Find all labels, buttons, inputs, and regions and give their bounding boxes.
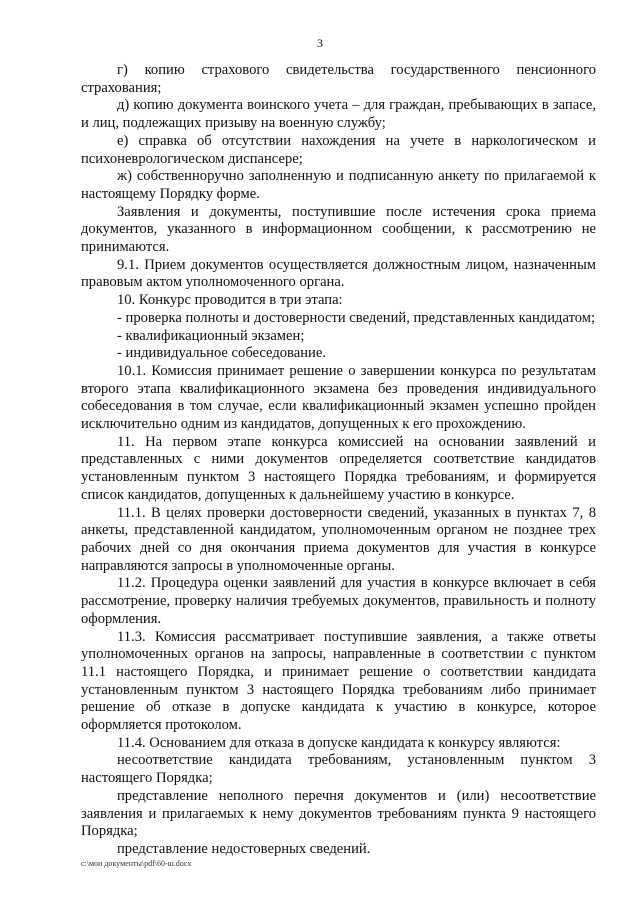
- paragraph: 10.1. Комиссия принимает решение о завершении конкурса по результатам второго этапа квалификационного экзамена без проведения индивидуального собеседования в том случае, если квалификационный экзамен успешно пройден исключительно одним из кандидатов, допущенных к его прохождению.: [81, 362, 596, 433]
- paragraph: 11. На первом этапе конкурса комиссией на основании заявлений и представленных с ними документов определяется соответствие кандидатов установленным пунктом 3 настоящего Порядка требованиям, и формируется список кандидатов, допущенных к дальнейшему участию в конкурсе.: [81, 433, 596, 503]
- paragraph: представление неполного перечня документов и (или) несоответствие заявления и прилагаемых к нему документов требованиям пункта 9 настоящего Порядка;: [81, 787, 596, 840]
- paragraph: представление недостоверных сведений.: [117, 840, 371, 857]
- paragraph: 10. Конкурс проводится в три этапа:: [117, 292, 343, 309]
- paragraph: 11.1. В целях проверки достоверности сведений, указанных в пунктах 7, 8 анкеты, представленной кандидатом, уполномоченным органом не позднее трех рабочих дней со дня окончания приема документов для участия в конкурсе направляются запросы в уполномоченные органы.: [81, 504, 596, 574]
- paragraph: 11.4. Основанием для отказа в допуске кандидата к конкурсу являются:: [117, 734, 561, 751]
- paragraph: 11.2. Процедура оценки заявлений для участия в конкурсе включает в себя рассмотрение, проверку наличия требуемых документов, правильность и полноту оформления.: [81, 575, 596, 627]
- footer-file-path: c:\мои документы\pdf\60-ш.docx: [81, 859, 192, 868]
- paragraph: ж) собственноручно заполненную и подписанную анкету по прилагаемой к настоящему Порядку форме.: [81, 168, 596, 202]
- paragraph: д) копию документа воинского учета – для граждан, пребывающих в запасе, и лиц, подлежащих призыву на военную службу;: [81, 97, 596, 132]
- list-item: - индивидуальное собеседование.: [117, 345, 326, 362]
- paragraph: 9.1. Прием документов осуществляется должностным лицом, назначенным правовым актом уполномоченного органа.: [81, 256, 596, 291]
- paragraph: 11.3. Комиссия рассматривает поступившие заявления, а также ответы уполномоченных органов на запросы, направленные в соответствии с пунктом 11.1 настоящего Порядка, и принимает решение о соответствии кандидата установленным пунктом 3 настоящего Порядка требованиям либо принимает решение об отказе в допуске кандидата к участию в конкурсе, которое оформляется протоколом.: [81, 628, 596, 734]
- page-number: 3: [317, 36, 323, 50]
- paragraph: г) копию страхового свидетельства государственного пенсионного страхования;: [81, 62, 596, 96]
- document-body: [81, 62, 596, 859]
- list-item: - квалификационный экзамен;: [117, 327, 305, 344]
- paragraph: Заявления и документы, поступившие после истечения срока приема документов, указанного в информационном сообщении, к рассмотрению не принимаются.: [81, 203, 596, 256]
- list-item: - проверка полноты и достоверности сведений, представленных кандидатом;: [117, 309, 596, 326]
- paragraph: е) справка об отсутствии нахождения на учете в наркологическом и психоневрологическом диспансере;: [81, 132, 596, 167]
- paragraph: несоответствие кандидата требованиям, установленным пунктом 3 настоящего Порядка;: [81, 752, 596, 787]
